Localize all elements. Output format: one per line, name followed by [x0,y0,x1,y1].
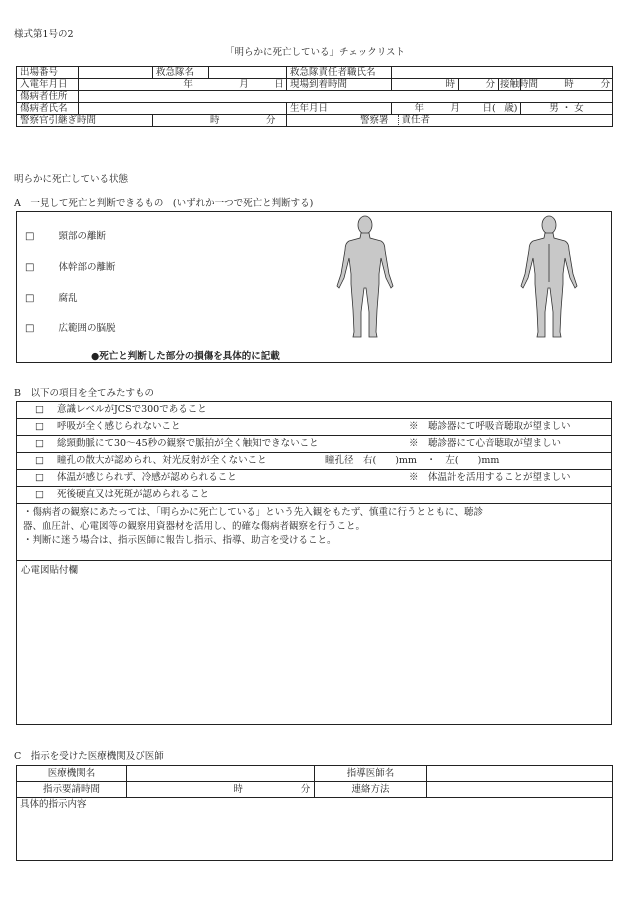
birth-date-label: 生年月日 [287,103,392,115]
arrival-time-label: 現場到着時間 [287,79,392,91]
contact-time-label: 接触時間 [500,78,539,90]
institution-label: 医療機関名 [17,766,127,782]
checklist-item-b5[interactable] [17,470,611,487]
section-b-heading: B 以下の項目を全てみたすもの [14,388,154,399]
checklist-item-b2[interactable] [17,419,611,436]
day-label: 日 [274,78,284,90]
state-heading: 明らかに死亡している状態 [14,174,129,185]
section-c-table [16,765,613,861]
checkbox-icon[interactable]: □ [35,421,44,432]
checkbox-icon[interactable]: □ [25,262,35,273]
dispatch-no-field[interactable] [79,67,153,79]
ecg-attachment-area[interactable] [17,574,611,722]
checklist-item-b3[interactable] [17,436,611,453]
patient-name-label: 傷病者氏名 [17,103,79,115]
responsible-label: 責任者 [401,114,431,126]
police-station-field[interactable] [287,115,392,127]
birth-date-field[interactable] [392,103,521,115]
item-note: ※ 聴診器にて呼吸音聴取が望ましい [409,421,571,432]
item-note: ※ 体温計を活用することが望ましい [409,472,571,483]
doctor-label: 指導医師名 [315,766,427,782]
note-line: ・傷病者の観察にあたっては、「明らかに死亡している」という先入観をもたず、慎重に行うとともに、聴診 [23,507,483,518]
checkbox-icon[interactable]: □ [35,404,44,415]
form-number: 様式第1号の2 [14,29,74,40]
section-a-box [16,211,612,363]
note-line: 器、血圧計、心電図等の観察用資器材を活用し、的確な傷病者観察を行うこと。 [23,521,366,532]
item-label: 死後硬直又は死斑が認められること [57,489,210,500]
leader-name-label: 救急隊責任者職氏名 [287,67,392,79]
checklist-item-b4[interactable] [17,453,611,470]
instructions-field[interactable] [17,798,613,861]
checkbox-icon[interactable]: □ [35,438,44,449]
checklist-item-a3[interactable] [25,290,77,304]
year-label: 年 [183,78,193,90]
sex-field[interactable]: 男 ・ 女 [521,103,613,115]
police-handover-field[interactable] [153,115,287,127]
police-handover-label: 警察官引継ぎ時間 [17,115,153,127]
section-b-box [16,401,612,725]
checkbox-icon[interactable]: □ [35,455,44,466]
birth-year-label: 年 [414,102,424,114]
header-table [16,66,613,127]
responsible-field[interactable] [392,115,613,127]
dispatch-no-label: 出場番号 [17,67,79,79]
checklist-item-a4[interactable] [25,320,115,334]
checkbox-icon[interactable]: □ [25,293,35,304]
patient-name-field[interactable] [79,103,287,115]
checkbox-icon[interactable]: □ [25,231,35,242]
minute-label: 分 [485,78,495,90]
birth-month-label: 月 [450,102,460,114]
divider [17,560,611,561]
police-hour-label: 時 [209,114,220,126]
address-field[interactable] [79,91,613,103]
team-name-label: 救急隊名 [153,67,209,79]
request-time-field[interactable] [127,782,315,798]
item-label: 広範囲の脳脱 [58,323,116,334]
item-label: 体幹部の離断 [58,262,116,273]
arrival-minute-field[interactable] [459,79,499,91]
human-front-icon [329,214,401,342]
contact-hour-label: 時 [564,78,574,90]
item-label: 総頸動脈にて30～45秒の観察で脈拍が全く触知できないこと [57,438,319,449]
checklist-item-a1[interactable] [25,228,106,242]
ecg-label: 心電図貼付欄 [21,565,79,576]
page-title: 「明らかに死亡している」チェックリスト [224,47,406,58]
address-label: 傷病者住所 [17,91,79,103]
checklist-item-b6[interactable] [17,487,611,504]
contact-field[interactable] [427,782,613,798]
checklist-item-b1[interactable] [17,402,611,419]
item-label: 意識レベルがJCSで300であること [57,404,207,415]
arrival-time-field[interactable] [392,79,459,91]
human-back-icon [513,214,585,342]
instructions-label: 具体的指示内容 [20,799,87,810]
contact-time-field[interactable] [521,79,613,91]
item-label: 体温が感じられず、冷感が認められること [57,472,237,483]
police-minute-label: 分 [265,114,276,126]
team-name-field[interactable] [209,67,287,79]
institution-field[interactable] [127,766,315,782]
item-label: 呼吸が全く感じられないこと [57,421,181,432]
checkbox-icon[interactable]: □ [35,489,44,500]
section-c-heading: C 指示を受けた医療機関及び医師 [14,751,164,762]
birth-day-label: 日( [482,102,496,114]
observation-notes [23,506,483,548]
section-a-heading: A 一見して死亡と判断できるもの (いずれか一つで死亡と判断する) [14,198,314,209]
age-label: 歳) [504,102,518,114]
damage-note: ●死亡と判断した部分の損傷を具体的に記載 [91,351,280,362]
contact-label: 連絡方法 [315,782,427,798]
request-time-label: 指示要請時間 [17,782,127,798]
item-label: 頸部の離断 [58,231,106,242]
date-label: 入電年月日 [17,79,79,91]
month-label: 月 [239,78,249,90]
doctor-field[interactable] [427,766,613,782]
police-station-label: 警察署 [359,114,389,126]
checklist-item-a2[interactable] [25,259,115,273]
note-line: ・判断に迷う場合は、指示医師に報告し指示、指導、助言を受けること。 [23,535,337,546]
request-minute-label: 分 [300,783,311,795]
request-hour-label: 時 [233,783,243,795]
item-note: ※ 聴診器にて心音聴取が望ましい [409,438,562,449]
item-label: 腐乱 [58,293,78,304]
leader-name-field[interactable] [392,67,613,79]
hour-label: 時 [445,78,455,90]
call-date-field[interactable] [79,79,287,91]
checkbox-icon[interactable]: □ [25,323,35,334]
pupil-diameter-field[interactable]: 瞳孔径 右( )mm ・ 左( )mm [325,455,500,466]
contact-minute-label: 分 [600,78,611,90]
checkbox-icon[interactable]: □ [35,472,44,483]
item-label: 瞳孔の散大が認められ、対光反射が全くないこと [57,455,267,466]
